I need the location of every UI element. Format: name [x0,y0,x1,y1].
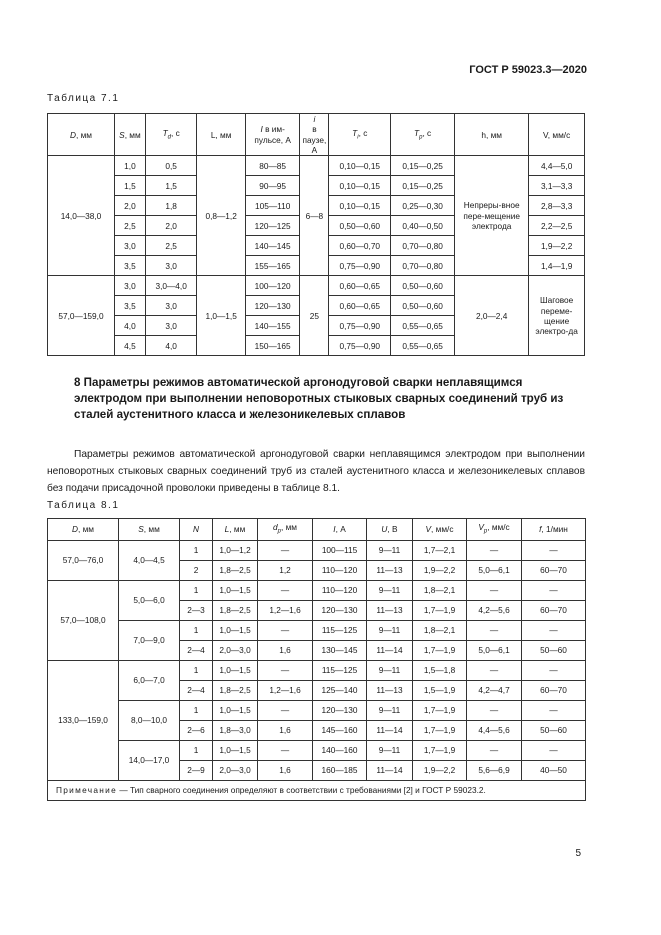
cell-f: 50—60 [522,721,586,741]
cell-i: 115—125 [313,621,367,641]
table-row [48,276,585,296]
cell-d: 133,0—159,0 [48,661,119,781]
cell-i: 110—120 [313,581,367,601]
standard-designation: ГОСТ Р 59023.3—2020 [469,64,587,76]
cell-tp: 0,55—0,65 [391,336,455,356]
cell-v: 1,9—2,2 [413,761,467,781]
cell-s: 2,5 [114,216,145,236]
cell-i-pulse: 120—125 [245,216,300,236]
cell-vp: 4,2—5,6 [467,601,522,621]
cell-s: 8,0—10,0 [119,701,180,741]
cell-h: Непреры-вное пере-мещение электрода [455,156,529,276]
table-note-row [48,781,586,801]
cell-i: 110—120 [313,561,367,581]
cell-f: 60—70 [522,601,586,621]
cell-tp: 0,70—0,80 [391,236,455,256]
col-header-l: L, мм [213,519,258,541]
cell-i: 125—140 [313,681,367,701]
cell-l: 2,0—3,0 [213,761,258,781]
table-7-1 [47,113,585,356]
col-header-s: S, мм [119,519,180,541]
cell-h: 2,0—2,4 [455,276,529,356]
cell-v: 1,7—1,9 [413,601,467,621]
section-8-title: 8 Параметры режимов автоматической аргонодуговой сварки неплавящимся электродом при выполнении неповоротных стыковых сварных соединений труб из сталей аустенитного класса и железоникелевых сплавов [74,376,564,421]
cell-u: 9—11 [367,741,413,761]
cell-v: 1,9—2,2 [413,561,467,581]
cell-s: 3,5 [114,256,145,276]
table-8-1-caption: Таблица 8.1 [47,500,120,511]
cell-v: 4,4—5,0 [529,156,585,176]
cell-v: 1,8—2,1 [413,581,467,601]
cell-i-pulse: 100—120 [245,276,300,296]
col-header-tp: $T_p$, с [391,114,455,156]
cell-l: 1,8—2,5 [213,601,258,621]
cell-s: 3,0 [114,276,145,296]
cell-v: 1,9—2,2 [529,236,585,256]
cell-i: 120—130 [313,601,367,621]
cell-i: 140—160 [313,741,367,761]
table-row [48,581,586,601]
cell-td: 3,0—4,0 [145,276,197,296]
cell-dp: — [258,541,313,561]
cell-u: 11—14 [367,641,413,661]
cell-tp: 0,25—0,30 [391,196,455,216]
cell-i: 145—160 [313,721,367,741]
cell-v: 1,8—2,1 [413,621,467,641]
cell-n: 2—9 [180,761,213,781]
cell-n: 1 [180,741,213,761]
table-7-1-caption: Таблица 7.1 [47,93,120,104]
col-header-v: V, мм/с [529,114,585,156]
cell-td: 3,0 [145,316,197,336]
cell-n: 2—6 [180,721,213,741]
cell-f: 60—70 [522,681,586,701]
col-header-d: D, мм [48,519,119,541]
cell-i: 100—115 [313,541,367,561]
cell-td: 4,0 [145,336,197,356]
cell-l: 1,8—2,5 [213,561,258,581]
cell-v: 3,1—3,3 [529,176,585,196]
cell-s: 3,0 [114,236,145,256]
cell-n: 2—4 [180,641,213,661]
cell-i: 130—145 [313,641,367,661]
cell-dp: 1,6 [258,641,313,661]
cell-vp: — [467,701,522,721]
cell-s: 4,0—4,5 [119,541,180,581]
cell-n: 1 [180,621,213,641]
cell-i-pulse: 105—110 [245,196,300,216]
cell-l: 1,0—1,5 [213,621,258,641]
cell-v: 1,5—1,8 [413,661,467,681]
cell-u: 11—13 [367,561,413,581]
note-text: — Тип сварного соединения определяют в соответствии с требованиями [2] и ГОСТ Р 59023.2. [117,785,486,796]
cell-l: 1,0—1,5 [213,701,258,721]
cell-d: 57,0—159,0 [48,276,115,356]
cell-l: 0,8—1,2 [197,156,245,276]
col-header-td: $T_d$, с [145,114,197,156]
cell-tp: 0,40—0,50 [391,216,455,236]
cell-dp: 1,6 [258,721,313,741]
table-row [48,541,586,561]
page-number: 5 [575,848,581,859]
cell-s: 6,0—7,0 [119,661,180,701]
table-row [48,156,585,176]
col-header-f: f, 1/мин [522,519,586,541]
cell-f: — [522,701,586,721]
cell-i-pulse: 140—155 [245,316,300,336]
cell-l: 2,0—3,0 [213,641,258,661]
cell-dp: — [258,581,313,601]
cell-u: 11—13 [367,681,413,701]
cell-dp: 1,2—1,6 [258,681,313,701]
cell-vp: — [467,661,522,681]
col-header-dp: $d_p$, мм [258,519,313,541]
cell-n: 1 [180,661,213,681]
cell-ti: 0,60—0,65 [329,296,391,316]
cell-dp: — [258,621,313,641]
cell-s: 3,5 [114,296,145,316]
cell-v: 1,7—1,9 [413,741,467,761]
cell-f: — [522,581,586,601]
cell-n: 2—3 [180,601,213,621]
section-8-paragraph: Параметры режимов автоматической аргонодуговой сварки неплавящимся электродом при выполнении неповоротных стыковых сварных соединений труб из сталей аустенитного класса и железоникелевых сплавов без подачи присадочной проволоки приведены в таблице 8.1. [47,449,585,494]
col-header-u: U, В [367,519,413,541]
cell-v: Шаговое переме-щение электро-да [529,276,585,356]
cell-dp: — [258,661,313,681]
cell-u: 9—11 [367,661,413,681]
cell-ti: 0,10—0,15 [329,196,391,216]
col-header-s: S, мм [114,114,145,156]
cell-vp: 5,6—6,9 [467,761,522,781]
col-header-i-pulse: I в им-пульсе, А [245,114,300,156]
cell-vp: — [467,581,522,601]
cell-u: 9—11 [367,581,413,601]
cell-l: 1,0—1,5 [213,581,258,601]
cell-s: 5,0—6,0 [119,581,180,621]
cell-tp: 0,70—0,80 [391,256,455,276]
cell-tp: 0,15—0,25 [391,156,455,176]
cell-l: 1,0—1,5 [213,741,258,761]
cell-i: 115—125 [313,661,367,681]
col-header-v: V, мм/с [413,519,467,541]
cell-td: 2,5 [145,236,197,256]
table-row [48,741,586,761]
col-header-l: L, мм [197,114,245,156]
table-row [48,701,586,721]
cell-s: 2,0 [114,196,145,216]
cell-n: 1 [180,581,213,601]
cell-td: 1,5 [145,176,197,196]
cell-n: 1 [180,701,213,721]
cell-tp: 0,55—0,65 [391,316,455,336]
col-header-vp: $V_p$, мм/с [467,519,522,541]
cell-f: — [522,661,586,681]
col-header-d: D, мм [48,114,115,156]
cell-dp: — [258,741,313,761]
cell-dp: 1,6 [258,761,313,781]
cell-vp: 4,2—4,7 [467,681,522,701]
cell-i-pulse: 80—85 [245,156,300,176]
cell-v: 1,7—1,9 [413,701,467,721]
cell-i: 160—185 [313,761,367,781]
cell-tp: 0,50—0,60 [391,276,455,296]
cell-i: 120—130 [313,701,367,721]
cell-ti: 0,75—0,90 [329,336,391,356]
col-header-ti: $T_i$, с [329,114,391,156]
cell-v: 2,8—3,3 [529,196,585,216]
cell-v: 1,7—1,9 [413,721,467,741]
cell-i-pulse: 140—145 [245,236,300,256]
cell-f: 40—50 [522,761,586,781]
cell-ti: 0,10—0,15 [329,176,391,196]
cell-f: — [522,541,586,561]
cell-ti: 0,50—0,60 [329,216,391,236]
cell-td: 3,0 [145,296,197,316]
cell-vp: 5,0—6,1 [467,561,522,581]
cell-s: 1,0 [114,156,145,176]
cell-s: 14,0—17,0 [119,741,180,781]
table-header-row [48,114,585,156]
cell-ti: 0,60—0,70 [329,236,391,256]
cell-v: 1,7—1,9 [413,641,467,661]
cell-d: 57,0—76,0 [48,541,119,581]
cell-d: 57,0—108,0 [48,581,119,661]
cell-l: 1,0—1,5 [197,276,245,356]
cell-l: 1,0—1,2 [213,541,258,561]
cell-u: 11—14 [367,721,413,741]
cell-v: 1,7—2,1 [413,541,467,561]
cell-ti: 0,75—0,90 [329,316,391,336]
cell-u: 9—11 [367,541,413,561]
cell-ti: 0,60—0,65 [329,276,391,296]
col-header-i: I, А [313,519,367,541]
cell-u: 11—14 [367,761,413,781]
cell-v: 2,2—2,5 [529,216,585,236]
cell-f: 50—60 [522,641,586,661]
cell-tp: 0,50—0,60 [391,296,455,316]
cell-dp: 1,2—1,6 [258,601,313,621]
col-header-i-pause: i в паузе, А [300,114,329,156]
cell-vp: 5,0—6,1 [467,641,522,661]
cell-u: 9—11 [367,621,413,641]
cell-td: 3,0 [145,256,197,276]
cell-td: 0,5 [145,156,197,176]
note-label: Примечание [56,785,118,796]
cell-i-pause: 6—8 [300,156,329,276]
table-row [48,661,586,681]
cell-l: 1,0—1,5 [213,661,258,681]
cell-d: 14,0—38,0 [48,156,115,276]
cell-vp: — [467,621,522,641]
table-8-1 [47,518,586,801]
cell-vp: 4,4—5,6 [467,721,522,741]
cell-ti: 0,75—0,90 [329,256,391,276]
cell-dp: — [258,701,313,721]
table-row [48,621,586,641]
cell-f: — [522,621,586,641]
cell-s: 7,0—9,0 [119,621,180,661]
cell-i-pulse: 90—95 [245,176,300,196]
cell-i-pulse: 155—165 [245,256,300,276]
cell-u: 11—13 [367,601,413,621]
cell-f: — [522,741,586,761]
cell-f: 60—70 [522,561,586,581]
cell-n: 2—4 [180,681,213,701]
cell-vp: — [467,541,522,561]
cell-i-pause: 25 [300,276,329,356]
cell-n: 2 [180,561,213,581]
cell-u: 9—11 [367,701,413,721]
cell-l: 1,8—3,0 [213,721,258,741]
cell-ti: 0,10—0,15 [329,156,391,176]
cell-i-pulse: 150—165 [245,336,300,356]
cell-n: 1 [180,541,213,561]
cell-s: 1,5 [114,176,145,196]
col-header-n: N [180,519,213,541]
cell-dp: 1,2 [258,561,313,581]
cell-s: 4,0 [114,316,145,336]
table-note [48,781,586,801]
cell-vp: — [467,741,522,761]
cell-tp: 0,15—0,25 [391,176,455,196]
cell-v: 1,4—1,9 [529,256,585,276]
cell-l: 1,8—2,5 [213,681,258,701]
cell-td: 1,8 [145,196,197,216]
cell-i-pulse: 120—130 [245,296,300,316]
cell-td: 2,0 [145,216,197,236]
table-header-row [48,519,586,541]
col-header-h: h, мм [455,114,529,156]
cell-s: 4,5 [114,336,145,356]
cell-v: 1,5—1,9 [413,681,467,701]
